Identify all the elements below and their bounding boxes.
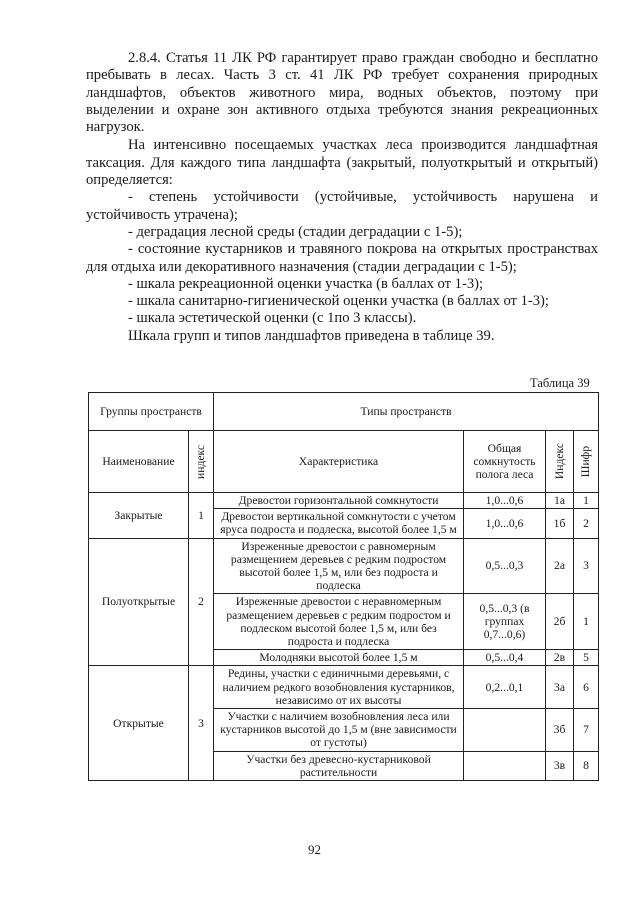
row-code: 3: [574, 538, 599, 594]
row-characteristic: Изреженные древостои с равномерным размещением деревьев с редким подростом высотой более 1,5 м, или без подроста и подлеска: [214, 538, 464, 594]
row-density: 0,5...0,3: [464, 538, 546, 594]
row-index: 3в: [546, 751, 574, 780]
row-density: 0,2...0,1: [464, 666, 546, 709]
header-density: Общая сомкнутость полога леса: [464, 431, 546, 493]
header-types: Типы пространств: [214, 393, 599, 431]
body-text: [86, 50, 598, 345]
group-name: Открытые: [89, 666, 189, 781]
table-row: [89, 493, 599, 509]
header-characteristic: Характеристика: [214, 431, 464, 493]
row-code: 1: [574, 493, 599, 509]
header-index2: Индекс: [552, 443, 566, 480]
row-index: 2б: [546, 594, 574, 650]
row-code: 2: [574, 509, 599, 538]
row-code: 7: [574, 709, 599, 752]
row-density: [464, 709, 546, 752]
row-density: 0,5...0,3 (в группах 0,7...0,6): [464, 594, 546, 650]
row-density: 1,0...0,6: [464, 493, 546, 509]
group-index: 2: [189, 538, 214, 666]
row-code: 6: [574, 666, 599, 709]
paragraph-table-reference: Шкала групп и типов ландшафтов приведена в таблице 39.: [128, 327, 495, 344]
row-characteristic: Участки без древесно-кустарниковой растительности: [214, 751, 464, 780]
row-code: 8: [574, 751, 599, 780]
row-density: 1,0...0,6: [464, 509, 546, 538]
row-density: [464, 751, 546, 780]
row-code: 1: [574, 594, 599, 650]
table-row: [89, 666, 599, 709]
table-row: [89, 538, 599, 594]
group-name: Полуоткрытые: [89, 538, 189, 666]
header-name: Наименование: [89, 431, 189, 493]
list-item: - деградация лесной среды (стадии деградации с 1-5);: [128, 223, 463, 240]
list-item: - состояние кустарников и травяного покрова на открытых пространствах для отдыха или декоративного назначения (стадии деградации с 1-5);: [86, 241, 598, 275]
row-index: 2в: [546, 650, 574, 666]
row-characteristic: Участки с наличием возобновления леса или кустарников высотой до 1,5 м (вне зависимости от густоты): [214, 709, 464, 752]
table-caption: Таблица 39: [530, 376, 590, 390]
row-characteristic: Редины, участки с единичными деревьями, с наличием редкого возобновления кустарников, независимо от их высоты: [214, 666, 464, 709]
list-item: - шкала эстетической оценки (с 1по 3 классы).: [128, 310, 417, 327]
row-characteristic: Изреженные древостои с неравномерным размещением деревьев с редким подростом и подлеском высотой более 1,5 м, или без подроста и подлеска: [214, 594, 464, 650]
row-index: 1б: [546, 509, 574, 538]
list-item: - шкала санитарно-гигиенической оценки участка (в баллах от 1-3);: [128, 293, 549, 310]
row-index: 1а: [546, 493, 574, 509]
row-index: 3б: [546, 709, 574, 752]
header-groups: Группы пространств: [89, 393, 214, 431]
group-name: Закрытые: [89, 493, 189, 539]
header-index2-cell: [546, 431, 574, 493]
paragraph-article-11: 2.8.4. Статья 11 ЛК РФ гарантирует право граждан свободно и бесплатно пребывать в лесах. Часть 3 ст. 41 ЛК РФ требует сохранения природных ландшафтов, объектов животного мира, водных объектов, поэтому при выделении и охране зон активного отдыха требуются знания рекреационных нагрузок.: [86, 50, 598, 136]
header-code: Шифр: [579, 445, 593, 478]
group-index: 3: [189, 666, 214, 781]
paragraph-landscape-taxation: На интенсивно посещаемых участках леса производится ландшафтная таксация. Для каждого типа ландшафта (закрытый, полуоткрытый и открытый) определяется:: [86, 137, 598, 189]
header-code-cell: [574, 431, 599, 493]
row-density: 0,5...0,4: [464, 650, 546, 666]
row-index: 3а: [546, 666, 574, 709]
row-characteristic: Древостои горизонтальной сомкнутости: [214, 493, 464, 509]
list-item: - шкала рекреационной оценки участка (в баллах от 1-3);: [128, 275, 484, 292]
header-index-cell: [189, 431, 214, 493]
page-number: 92: [308, 842, 321, 857]
list-item: - степень устойчивости (устойчивые, устойчивость нарушена и устойчивость утрачена);: [86, 189, 598, 223]
row-code: 5: [574, 650, 599, 666]
row-characteristic: Древостои вертикальной сомкнутости с учетом яруса подроста и подлеска, высотой более 1,5 м: [214, 509, 464, 538]
row-characteristic: Молодняки высотой более 1,5 м: [214, 650, 464, 666]
landscape-types-table: [88, 392, 599, 781]
group-index: 1: [189, 493, 214, 539]
header-index: индекс: [194, 444, 208, 479]
row-index: 2а: [546, 538, 574, 594]
